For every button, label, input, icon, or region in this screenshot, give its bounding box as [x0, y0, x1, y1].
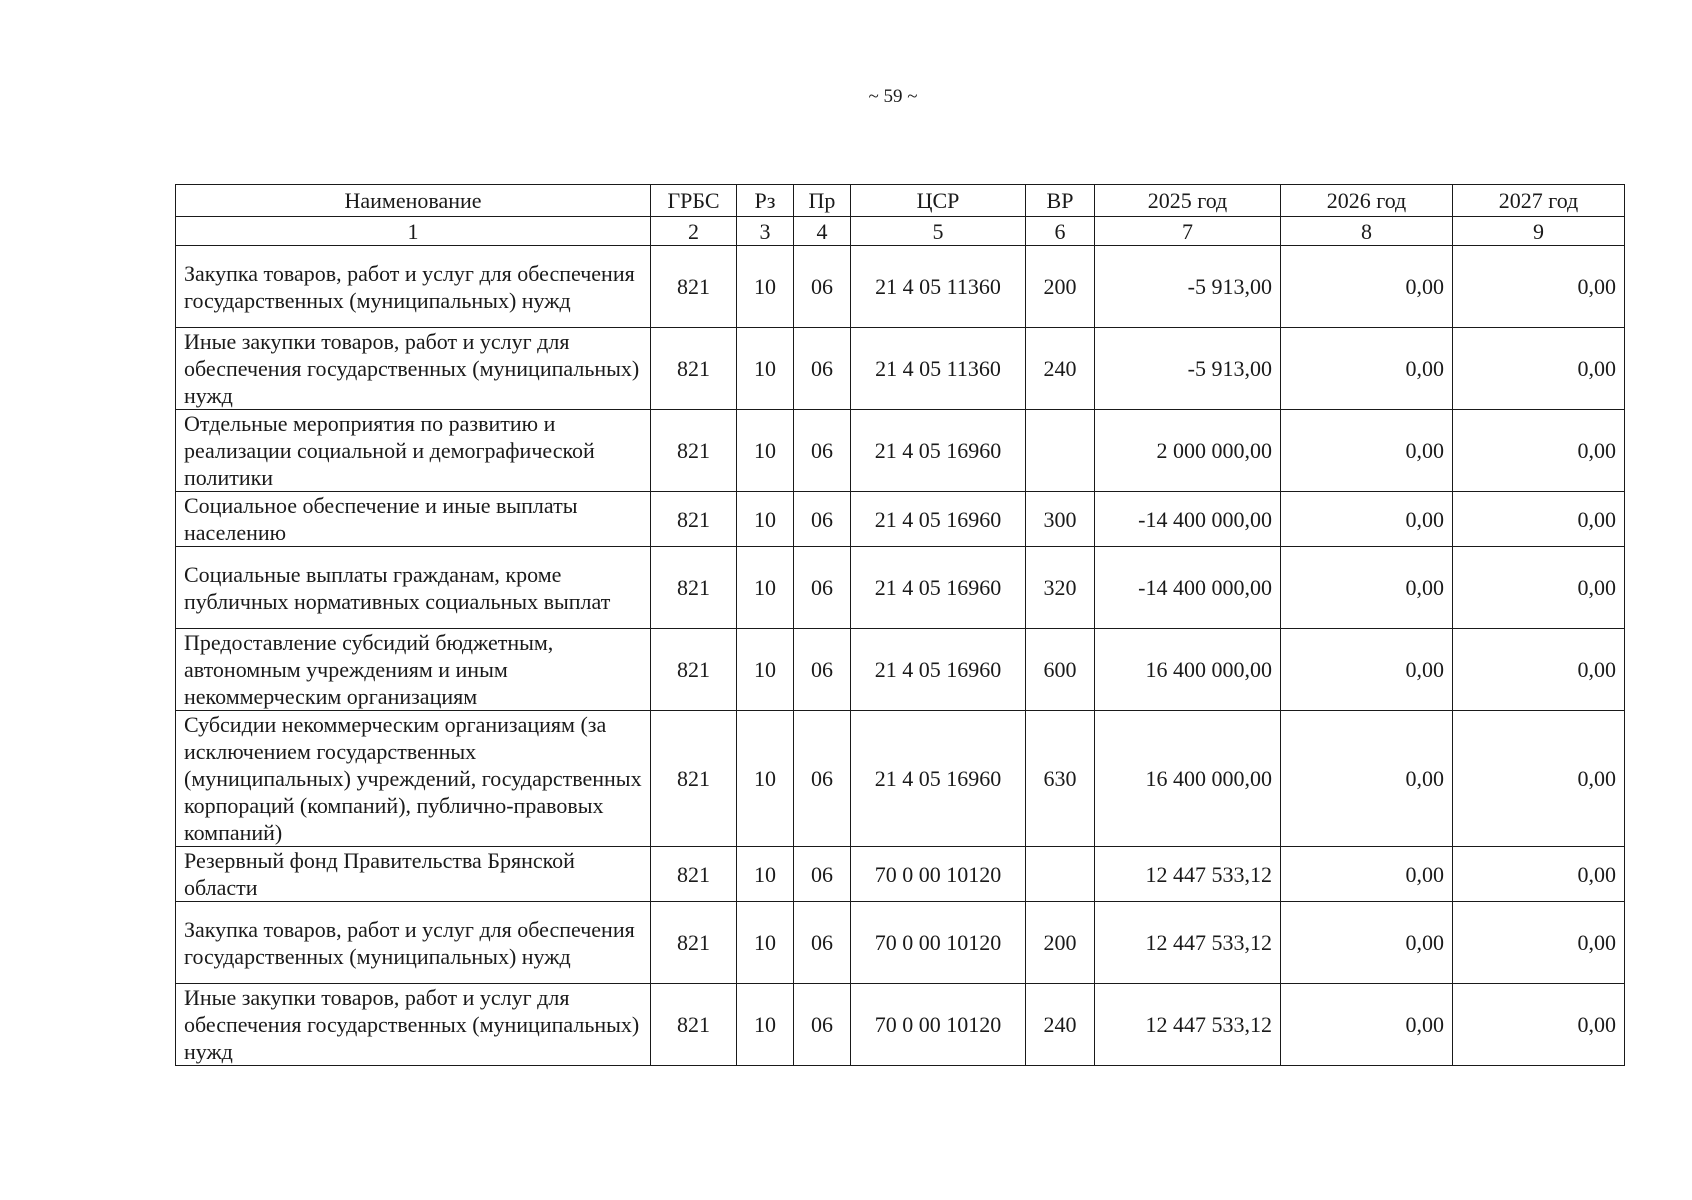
row-rz-cell: 10: [737, 847, 794, 902]
row-pr-cell: 06: [794, 328, 851, 410]
row-pr-cell: 06: [794, 410, 851, 492]
table-row: [176, 246, 1625, 328]
table-row: [176, 547, 1625, 629]
row-2025-cell: -14 400 000,00: [1095, 492, 1281, 547]
row-2026-cell: 0,00: [1281, 246, 1453, 328]
row-vr-cell: 600: [1026, 629, 1095, 711]
budget-table: [175, 184, 1625, 1066]
row-2027-cell: 0,00: [1453, 711, 1625, 847]
row-2026-cell: 0,00: [1281, 902, 1453, 984]
row-pr-cell: 06: [794, 984, 851, 1066]
row-csr-cell: 21 4 05 11360: [851, 328, 1026, 410]
header-2026: 2026 год: [1281, 185, 1453, 217]
row-rz-cell: 10: [737, 902, 794, 984]
row-vr-cell: [1026, 410, 1095, 492]
header-row: [176, 185, 1625, 217]
row-2026-cell: 0,00: [1281, 492, 1453, 547]
row-name-cell: Социальное обеспечение и иные выплаты населению: [176, 492, 651, 547]
row-2027-cell: 0,00: [1453, 629, 1625, 711]
row-2025-cell: 16 400 000,00: [1095, 711, 1281, 847]
header-name: Наименование: [176, 185, 651, 217]
row-name-cell: Субсидии некоммерческим организациям (за исключением государственных (муниципальных) учреждений, государственных корпораций (компаний), публично-правовых компаний): [176, 711, 651, 847]
row-2026-cell: 0,00: [1281, 629, 1453, 711]
column-number: 8: [1281, 217, 1453, 246]
row-csr-cell: 21 4 05 16960: [851, 629, 1026, 711]
row-name-cell: Предоставление субсидий бюджетным, автономным учреждениям и иным некоммерческим организациям: [176, 629, 651, 711]
row-grbs-cell: 821: [651, 629, 737, 711]
row-vr-cell: [1026, 847, 1095, 902]
table-row: [176, 902, 1625, 984]
row-rz-cell: 10: [737, 246, 794, 328]
row-csr-cell: 21 4 05 11360: [851, 246, 1026, 328]
row-pr-cell: 06: [794, 902, 851, 984]
row-rz-cell: 10: [737, 984, 794, 1066]
row-vr-cell: 240: [1026, 984, 1095, 1066]
row-pr-cell: 06: [794, 492, 851, 547]
table-row: [176, 328, 1625, 410]
row-2025-cell: 12 447 533,12: [1095, 984, 1281, 1066]
row-2027-cell: 0,00: [1453, 984, 1625, 1066]
row-2026-cell: 0,00: [1281, 410, 1453, 492]
table-row: [176, 711, 1625, 847]
row-2027-cell: 0,00: [1453, 492, 1625, 547]
row-rz-cell: 10: [737, 547, 794, 629]
row-grbs-cell: 821: [651, 492, 737, 547]
row-name-cell: Иные закупки товаров, работ и услуг для обеспечения государственных (муниципальных) нужд: [176, 328, 651, 410]
column-number: 5: [851, 217, 1026, 246]
row-vr-cell: 200: [1026, 902, 1095, 984]
column-number: 6: [1026, 217, 1095, 246]
header-csr: ЦСР: [851, 185, 1026, 217]
row-2027-cell: 0,00: [1453, 902, 1625, 984]
header-rz: Рз: [737, 185, 794, 217]
header-vr: ВР: [1026, 185, 1095, 217]
row-2025-cell: -5 913,00: [1095, 328, 1281, 410]
row-name-cell: Закупка товаров, работ и услуг для обеспечения государственных (муниципальных) нужд: [176, 902, 651, 984]
row-rz-cell: 10: [737, 410, 794, 492]
header-2025: 2025 год: [1095, 185, 1281, 217]
row-vr-cell: 240: [1026, 328, 1095, 410]
row-grbs-cell: 821: [651, 328, 737, 410]
row-rz-cell: 10: [737, 629, 794, 711]
row-2025-cell: 16 400 000,00: [1095, 629, 1281, 711]
row-2027-cell: 0,00: [1453, 246, 1625, 328]
row-grbs-cell: 821: [651, 246, 737, 328]
row-vr-cell: 630: [1026, 711, 1095, 847]
row-csr-cell: 70 0 00 10120: [851, 984, 1026, 1066]
row-2027-cell: 0,00: [1453, 847, 1625, 902]
row-vr-cell: 200: [1026, 246, 1095, 328]
row-2026-cell: 0,00: [1281, 547, 1453, 629]
table-row: [176, 492, 1625, 547]
header-2027: 2027 год: [1453, 185, 1625, 217]
row-pr-cell: 06: [794, 547, 851, 629]
column-number: 9: [1453, 217, 1625, 246]
row-2027-cell: 0,00: [1453, 547, 1625, 629]
row-csr-cell: 70 0 00 10120: [851, 902, 1026, 984]
row-name-cell: Закупка товаров, работ и услуг для обеспечения государственных (муниципальных) нужд: [176, 246, 651, 328]
page-number: ~ 59 ~: [868, 86, 918, 107]
row-csr-cell: 21 4 05 16960: [851, 711, 1026, 847]
row-grbs-cell: 821: [651, 984, 737, 1066]
row-vr-cell: 320: [1026, 547, 1095, 629]
row-2025-cell: 12 447 533,12: [1095, 902, 1281, 984]
table-row: [176, 629, 1625, 711]
header-pr: Пр: [794, 185, 851, 217]
row-csr-cell: 21 4 05 16960: [851, 410, 1026, 492]
row-name-cell: Отдельные мероприятия по развитию и реализации социальной и демографической политики: [176, 410, 651, 492]
row-2026-cell: 0,00: [1281, 847, 1453, 902]
row-grbs-cell: 821: [651, 847, 737, 902]
row-2026-cell: 0,00: [1281, 984, 1453, 1066]
row-2025-cell: 12 447 533,12: [1095, 847, 1281, 902]
column-number: 7: [1095, 217, 1281, 246]
row-name-cell: Резервный фонд Правительства Брянской области: [176, 847, 651, 902]
row-vr-cell: 300: [1026, 492, 1095, 547]
table-row: [176, 984, 1625, 1066]
row-rz-cell: 10: [737, 328, 794, 410]
row-2025-cell: 2 000 000,00: [1095, 410, 1281, 492]
column-number: 1: [176, 217, 651, 246]
row-2026-cell: 0,00: [1281, 711, 1453, 847]
row-2027-cell: 0,00: [1453, 328, 1625, 410]
row-grbs-cell: 821: [651, 410, 737, 492]
column-number: 2: [651, 217, 737, 246]
row-pr-cell: 06: [794, 246, 851, 328]
header-grbs: ГРБС: [651, 185, 737, 217]
row-2025-cell: -14 400 000,00: [1095, 547, 1281, 629]
column-number-row: [176, 217, 1625, 246]
table-row: [176, 410, 1625, 492]
row-rz-cell: 10: [737, 711, 794, 847]
column-number: 3: [737, 217, 794, 246]
row-grbs-cell: 821: [651, 547, 737, 629]
row-grbs-cell: 821: [651, 711, 737, 847]
row-name-cell: Иные закупки товаров, работ и услуг для обеспечения государственных (муниципальных) нужд: [176, 984, 651, 1066]
row-pr-cell: 06: [794, 711, 851, 847]
column-number: 4: [794, 217, 851, 246]
row-2027-cell: 0,00: [1453, 410, 1625, 492]
row-csr-cell: 21 4 05 16960: [851, 492, 1026, 547]
row-grbs-cell: 821: [651, 902, 737, 984]
row-csr-cell: 70 0 00 10120: [851, 847, 1026, 902]
row-2026-cell: 0,00: [1281, 328, 1453, 410]
row-pr-cell: 06: [794, 629, 851, 711]
row-pr-cell: 06: [794, 847, 851, 902]
table-row: [176, 847, 1625, 902]
row-rz-cell: 10: [737, 492, 794, 547]
row-csr-cell: 21 4 05 16960: [851, 547, 1026, 629]
row-2025-cell: -5 913,00: [1095, 246, 1281, 328]
row-name-cell: Социальные выплаты гражданам, кроме публичных нормативных социальных выплат: [176, 547, 651, 629]
